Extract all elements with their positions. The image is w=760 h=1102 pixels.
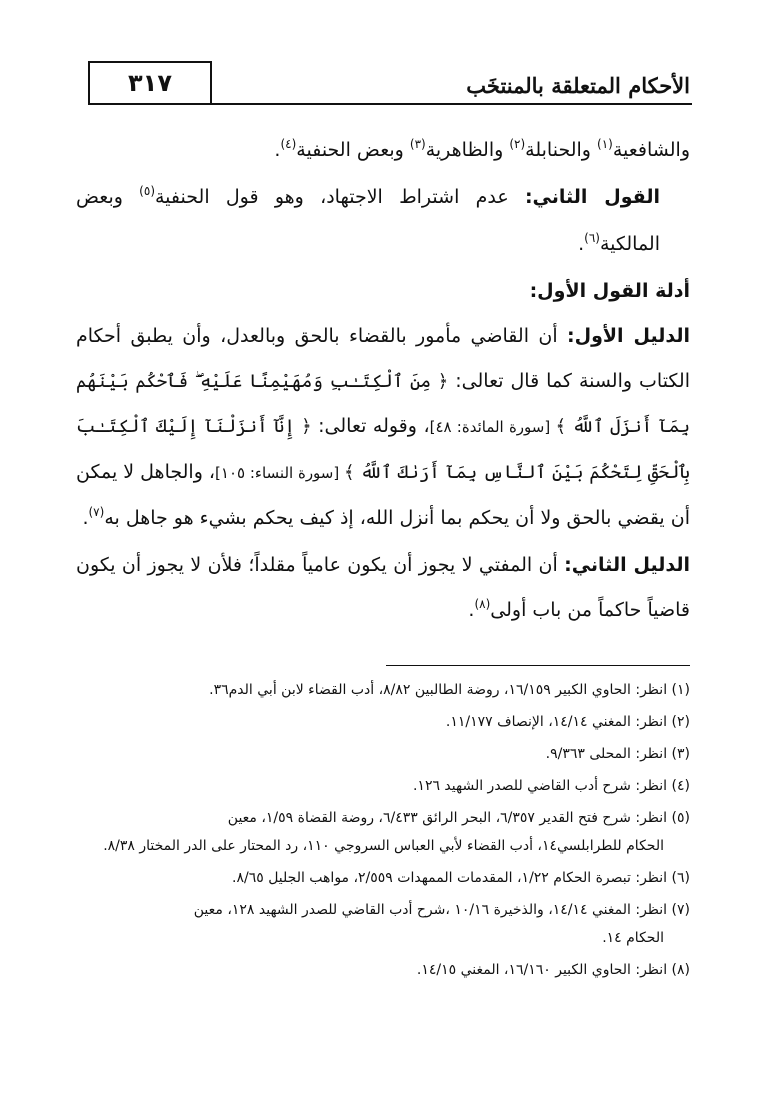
footnote-number: (٥): [671, 810, 690, 826]
footnote-text: انظر: شرح فتح القدير ٦/٣٥٧، البحر الرائق ٦/٤٣٣، روضة القضاة ١/٥٩، معين: [227, 810, 672, 826]
footnote-text: انظر: المغني ١٤/١٤، والذخيرة ١٠/١٦ ،شرح أدب القاضي للصدر الشهيد ١٢٨، معين: [193, 902, 672, 918]
text-run: .: [578, 233, 585, 255]
footnote-text: انظر: المحلى ٩/٣٦٣.: [545, 746, 672, 762]
footnote: [76, 864, 690, 892]
footnote: [76, 772, 690, 800]
quran-verse-2: ﴿ إِنَّآ أَنزَلْنَآ إِلَيْكَ ٱلْكِتَـٰبَ بِٱلْحَقِّ لِتَحْكُمَ بَيْنَ ٱلنَّاسِ بِمَآ أَرَىٰكَ ٱللَّهُ ﴾: [76, 416, 690, 483]
text-run: .: [468, 599, 475, 621]
footnote-number: (١): [671, 682, 690, 698]
footnote-separator: [386, 665, 690, 666]
footnote: [76, 708, 690, 736]
footnote-ref-5: (٥): [139, 184, 155, 198]
footnote-text: انظر: المغني ١٤/١٤، الإنصاف ١١/١٧٧.: [445, 714, 672, 730]
paragraph-4: [76, 543, 690, 635]
text-run: .: [82, 507, 89, 529]
footnote-ref-7: (٧): [88, 505, 105, 519]
main-text: [76, 128, 690, 635]
footnote-ref-2: (٢): [509, 137, 526, 151]
footnotes: [76, 676, 690, 988]
running-title: الأحكام المتعلقة بالمنتخَب: [466, 73, 690, 98]
text-run: وبعض المالكية: [76, 186, 660, 255]
text-run: والظاهرية: [425, 139, 510, 161]
footnote-number: (٣): [671, 746, 690, 762]
footnote-number: (٦): [671, 870, 690, 886]
second-opinion-label: القول الثاني:: [524, 186, 661, 208]
text-run: ، والجاهل لا يمكن أن يقضي بالحق ولا أن يحكم بما أنزل الله، إذ كيف يحكم بشيء هو جاهل به: [76, 461, 690, 529]
footnote-ref-3: (٣): [409, 137, 426, 151]
text-run: والشافعية: [612, 139, 690, 161]
footnote-text: انظر: شرح أدب القاضي للصدر الشهيد ١٢٦.: [412, 778, 672, 794]
paragraph-1: [76, 128, 690, 175]
surah-reference-1: [سورة المائدة: ٤٨]: [429, 418, 556, 436]
footnote-ref-4: (٤): [280, 137, 297, 151]
footnote: [76, 896, 690, 952]
footnote-continuation: الحكام للطرابلسي١٤، أدب القضاء لأبي العباس السروجي ١١٠، رد المحتار على الدر المختار ٨/٣٨.: [103, 838, 664, 854]
footnote: [76, 740, 690, 768]
footnote-text: انظر: الحاوي الكبير ١٦/١٦٠، المغني ١٤/١٥.: [416, 962, 672, 978]
header-rule: [88, 103, 692, 105]
second-evidence-label: الدليل الثاني:: [564, 554, 690, 576]
page-header: [70, 55, 692, 111]
footnote-text: انظر: الحاوي الكبير ١٦/١٥٩، روضة الطالبين ٨/٨٢، أدب القضاء لابن أبي الدم٣٦.: [209, 682, 672, 698]
first-evidence-label: الدليل الأول:: [567, 325, 690, 347]
footnote: [76, 676, 690, 704]
footnote-number: (٧): [671, 902, 690, 918]
text-run: أن القاضي مأمور بالقضاء بالحق وبالعدل، وأن يطبق أحكام الكتاب والسنة كما قال تعالى:: [76, 325, 690, 392]
page-number: ٣١٧: [88, 61, 212, 105]
footnote-ref-8: (٨): [474, 597, 491, 611]
text-run: وبعض الحنفية: [296, 139, 410, 161]
surah-reference-2: [سورة النساء: ١٠٥]: [215, 464, 345, 482]
footnote-continuation: الحكام ١٤.: [602, 930, 664, 946]
text-run: والحنابلة: [525, 139, 598, 161]
text-run: عدم اشتراط الاجتهاد، وهو قول الحنفية: [155, 186, 525, 208]
footnote-number: (٤): [671, 778, 690, 794]
text-run: ، وقوله تعالى:: [311, 415, 430, 437]
footnote: [76, 956, 690, 984]
paragraph-2: [76, 175, 690, 269]
footnote-number: (٨): [671, 962, 690, 978]
footnote-ref-1: (١): [597, 137, 613, 151]
footnote-ref-6: (٦): [584, 231, 600, 245]
paragraph-3: [76, 314, 690, 543]
footnote: [76, 804, 690, 860]
text-run: .: [274, 139, 281, 161]
text-run: أن المفتي لا يجوز أن يكون عامياً مقلداً؛ فلأن لا يجوز أن يكون قاضياً حاكماً من باب أولى: [76, 554, 690, 621]
section-heading: أدلة القول الأول:: [529, 280, 690, 302]
footnote-number: (٢): [671, 714, 690, 730]
footnote-text: انظر: تبصرة الحكام ١/٢٢، المقدمات الممهدات ٢/٥٥٩، مواهب الجليل ٨/٦٥.: [232, 870, 672, 886]
quran-verse-1: ﴿ مِنَ ٱلْكِتَـٰبِ وَمُهَيْمِنًا عَلَيْهِ ۖ فَٱحْكُم بَيْنَهُم بِمَآ أَنزَلَ ٱللَّهُ ﴾: [76, 371, 690, 437]
